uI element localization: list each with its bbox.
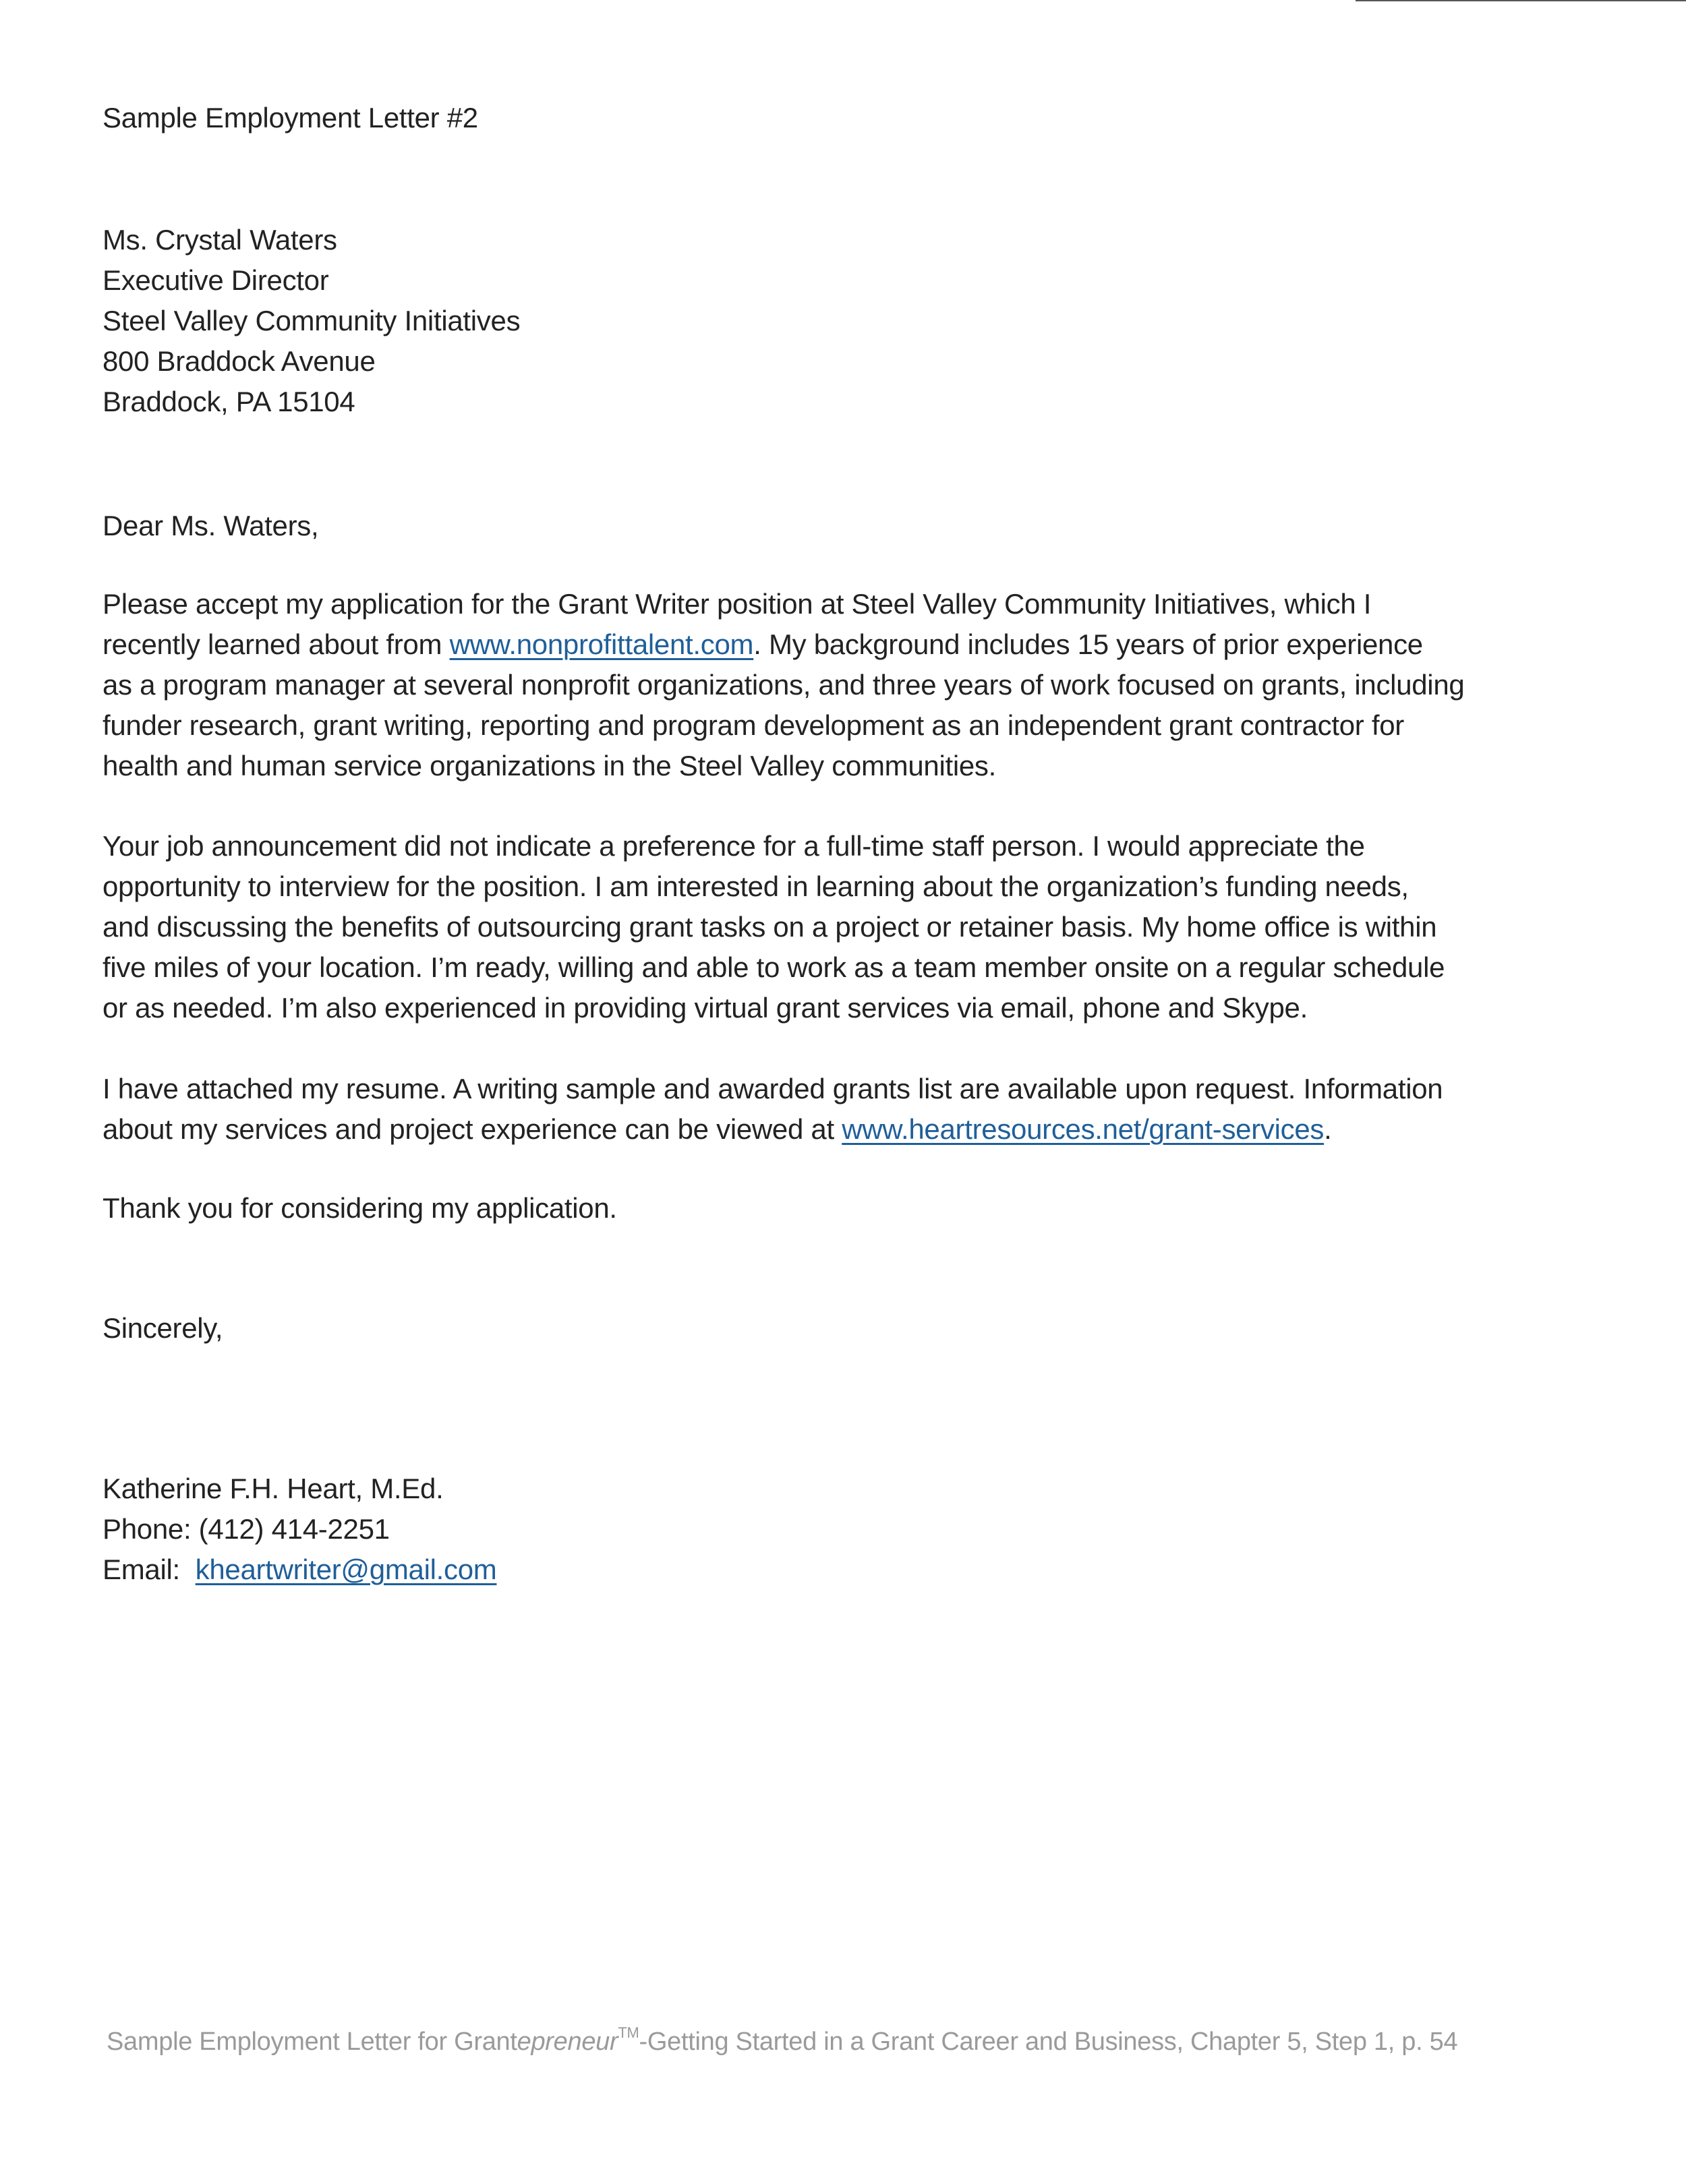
footer-text-end: -Getting Started in a Grant Career and Business, Chapter 5, Step 1, p. 54	[639, 2028, 1458, 2056]
paragraph-line: Please accept my application for the Grant Writer position at Steel Valley Community Initiatives, which I	[103, 588, 1372, 620]
heartresources-link[interactable]: www.heartresources.net/grant-services	[842, 1113, 1325, 1145]
paragraph-line: and discussing the benefits of outsourcing grant tasks on a project or retainer basis. My home office is within	[103, 911, 1437, 943]
text-span: recently learned about from	[103, 628, 450, 660]
footer-text-start: Sample Employment Letter for Grant	[107, 2028, 517, 2056]
trademark-mark: TM	[618, 2024, 639, 2041]
paragraph-line: health and human service organizations in the Steel Valley communities.	[103, 750, 996, 781]
signer-phone: Phone: (412) 414-2251	[103, 1513, 390, 1545]
paragraph-line	[103, 624, 1600, 665]
paragraph-line: I have attached my resume. A writing sample and awarded grants list are available upon request. Information	[103, 1073, 1443, 1104]
footer-italic: epreneur	[517, 2028, 618, 2056]
recipient-street: 800 Braddock Avenue	[103, 345, 376, 377]
letter-heading: Sample Employment Letter #2	[103, 102, 478, 134]
paragraph-line: five miles of your location. I’m ready, willing and able to work as a team member onsite on a regular schedule	[103, 951, 1445, 983]
recipient-city-state-zip: Braddock, PA 15104	[103, 386, 355, 417]
signer-email-line	[103, 1550, 496, 1590]
page-footer	[107, 2016, 1457, 2059]
paragraph-line: funder research, grant writing, reporting and program development as an independent grant contractor for	[103, 709, 1404, 741]
paragraph-line	[103, 1109, 1600, 1150]
email-label: Email:	[103, 1554, 196, 1585]
paragraph-availability	[103, 826, 1600, 1028]
closing: Sincerely,	[103, 1312, 223, 1344]
paragraph-attachments	[103, 1069, 1600, 1150]
signer-name: Katherine F.H. Heart, M.Ed.	[103, 1473, 444, 1504]
paragraph-line: as a program manager at several nonprofit organizations, and three years of work focused on grants, including	[103, 669, 1465, 701]
recipient-name: Ms. Crystal Waters	[103, 224, 337, 256]
text-span: . My background includes 15 years of prior experience	[753, 628, 1423, 660]
recipient-title: Executive Director	[103, 264, 329, 296]
scan-edge-line	[1356, 0, 1686, 1]
paragraph-application	[103, 584, 1600, 786]
paragraph-line: or as needed. I’m also experienced in providing virtual grant services via email, phone and Skype.	[103, 992, 1308, 1024]
salutation: Dear Ms. Waters,	[103, 510, 319, 541]
email-link[interactable]: kheartwriter@gmail.com	[195, 1554, 497, 1585]
paragraph-line: Your job announcement did not indicate a preference for a full-time staff person. I would appreciate the	[103, 830, 1365, 862]
paragraph-line: opportunity to interview for the position. I am interested in learning about the organization’s funding needs,	[103, 870, 1409, 902]
recipient-organization: Steel Valley Community Initiatives	[103, 305, 521, 336]
nonprofittalent-link[interactable]: www.nonprofittalent.com	[449, 628, 754, 660]
text-span: .	[1324, 1113, 1332, 1145]
thank-you-line: Thank you for considering my application.	[103, 1192, 617, 1224]
text-span: about my services and project experience can be viewed at	[103, 1113, 842, 1145]
